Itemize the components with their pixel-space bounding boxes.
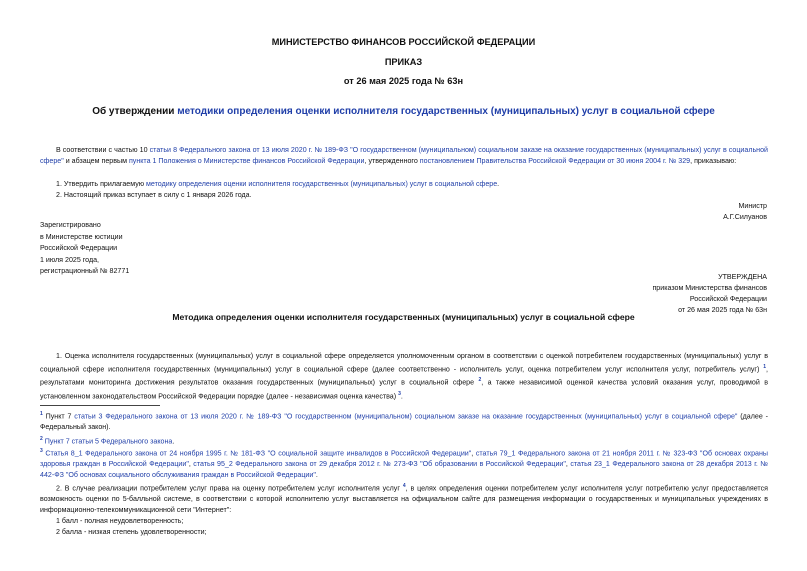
link-regulation-minfin[interactable]: пункта 1 Положения о Министерстве финансов Российской Федерации <box>128 157 365 165</box>
link-law-181fz[interactable]: Статья 8_1 Федерального закона от 24 ноября 1995 г. № 181-ФЗ "О социальной защите инвалидов в Российской Федерации" <box>42 449 472 458</box>
scale-item-2: 2 балла - низкая степень удовлетворенности; <box>56 528 207 536</box>
link-methodology[interactable]: методику определения оценки исполнителя государственных (муниципальных) услуг в социальной сфере <box>146 180 498 188</box>
signature-name: А.Г.Силуанов <box>723 213 767 221</box>
registration-line: регистрационный № 82771 <box>40 267 130 275</box>
footnote-3 <box>40 446 768 481</box>
footnote-1 <box>40 409 768 433</box>
paragraph-text: . <box>400 392 403 401</box>
methodology-paragraph-1 <box>40 351 768 402</box>
approval-line: УТВЕРЖДЕНА <box>718 273 767 281</box>
order-title-link[interactable]: методики определения оценки исполнителя государственных (муниципальных) услуг в социальной сфере <box>177 106 715 117</box>
preamble-text: , приказываю: <box>690 157 737 165</box>
footnote-text: Пункт 7 <box>42 412 75 421</box>
order-item-1 <box>56 179 768 190</box>
methodology-paragraph-2 <box>40 481 768 516</box>
footnote-text: (далее - Федеральный закон). <box>40 412 768 432</box>
registration-line: 1 июля 2025 года, <box>40 255 100 264</box>
approval-line: от 26 мая 2025 года № 63н <box>678 306 767 314</box>
footnote-ref-3[interactable]: 3 <box>398 390 401 397</box>
footnote-mark: 1 <box>40 411 43 417</box>
footnote-separator <box>40 405 160 406</box>
item-text: . <box>497 180 500 188</box>
order-title <box>0 106 807 117</box>
preamble-paragraph <box>40 145 768 167</box>
link-law-273fz[interactable]: статья 95_2 Федерального закона от 29 декабря 2012 г. № 273-ФЗ "Об образовании в Российской Федерации" <box>193 460 566 469</box>
footnote-text: . <box>315 471 318 480</box>
footnote-text: , <box>565 460 571 469</box>
footnote-mark: 2 <box>40 436 43 442</box>
link-law-442fz[interactable]: статья 23_1 Федерального закона от 28 декабря 2013 г. № 442-ФЗ "Об основах социального обслуживания граждан в Российской Федерации" <box>40 460 768 480</box>
ministry-heading: МИНИСТЕРСТВО ФИНАНСОВ РОССИЙСКОЙ ФЕДЕРАЦИИ <box>271 37 536 47</box>
link-resolution-329[interactable]: постановлением Правительства Российской Федерации от 30 июня 2004 г. № 329 <box>419 157 691 165</box>
link-law-189fz-art3[interactable]: статьи 3 Федерального закона от 13 июля 2020 г. № 189-ФЗ "О государственном (муниципальном) социальном заказе на оказание государственных (муниципальных) услуг в социальной сфере" <box>74 412 738 421</box>
footnote-text: , <box>471 449 476 458</box>
approval-line: приказом Министерства финансов <box>652 284 767 292</box>
footnote-ref-2[interactable]: 2 <box>478 377 482 384</box>
registration-line: в Министерстве юстиции <box>40 232 123 241</box>
scale-item-1: 1 балл - полная неудовлетворенность; <box>56 517 184 525</box>
methodology-title: Методика определения оценки исполнителя государственных (муниципальных) услуг в социальной сфере <box>172 312 635 322</box>
registration-line: Зарегистрировано <box>40 221 101 229</box>
paragraph-text: , в целях определения оценки потребителем услуг исполнителя услуг потребителю услуг предоставляется возможность оценки по 5-балльной системе, в соответствии с которой исполнителю услуг выставляется на официальном сайте для размещения информации о государственных и муниципальных учреждениях в информационно-телекоммуникационной сети "Интернет": <box>40 484 768 515</box>
signature-position: Министр <box>738 202 767 210</box>
item-text: 1. Утвердить прилагаемую <box>56 180 147 188</box>
order-date-number: от 26 мая 2025 года № 63н <box>343 76 464 86</box>
preamble-text: и абзацем первым <box>63 157 129 165</box>
link-law-art5[interactable]: Пункт 7 статьи 5 Федерального закона <box>42 437 173 446</box>
paragraph-text: , результатами мониторинга достижения результатов оказания государственных (муниципальных) услуг в социальной сфере <box>40 365 768 387</box>
approval-line: Российской Федерации <box>689 295 767 303</box>
order-title-prefix: Об утверждении <box>92 106 178 117</box>
link-law-189fz-art8[interactable]: статьи 8 Федерального закона от 13 июля 2020 г. № 189-ФЗ "О государственном (муниципальном) социальном заказе на оказание государственных (муниципальных) услуг в социальной сфере" <box>40 146 768 165</box>
order-item-2: 2. Настоящий приказ вступает в силу с 1 января 2026 года. <box>56 191 252 199</box>
footnote-text: , <box>188 460 194 469</box>
paragraph-text: , а также независимой оценкой качества условий оказания услуг, проводимой в установленном законодательством Российской Федерации порядке (далее - независимая оценка качества) <box>40 378 768 401</box>
link-law-323fz[interactable]: статья 79_1 Федерального закона от 21 ноября 2011 г. № 323-ФЗ "Об основах охраны здоровья граждан в Российской Федерации" <box>40 449 768 469</box>
registration-line: Российской Федерации <box>40 244 118 252</box>
preamble-text: , утвержденного <box>364 157 420 165</box>
footnote-ref-4[interactable]: 4 <box>402 483 406 489</box>
paragraph-text: 1. Оценка исполнителя государственных (муниципальных) услуг в социальной сфере определяется уполномоченным органом в соответствии с оценкой потребителем государственных (муниципальных) услуг в социальной сфере исполнителя государственных (муниципальных) услуг в социальной сфере (далее соответственно - исполнитель услуг, оценка потребителем услуг исполнителя услуг, потребитель услуг) <box>40 352 768 374</box>
doc-type-heading: ПРИКАЗ <box>384 57 423 67</box>
paragraph-text: 2. В случае реализации потребителем услуг права на оценку потребителем услуг исполнителя услуг <box>56 484 403 493</box>
registration-block <box>40 220 129 278</box>
footnote-text: . <box>172 437 175 446</box>
preamble-text: В соответствии с частью 10 <box>56 146 150 154</box>
footnote-ref-1[interactable]: 1 <box>763 364 767 370</box>
footnote-mark: 3 <box>40 448 43 454</box>
